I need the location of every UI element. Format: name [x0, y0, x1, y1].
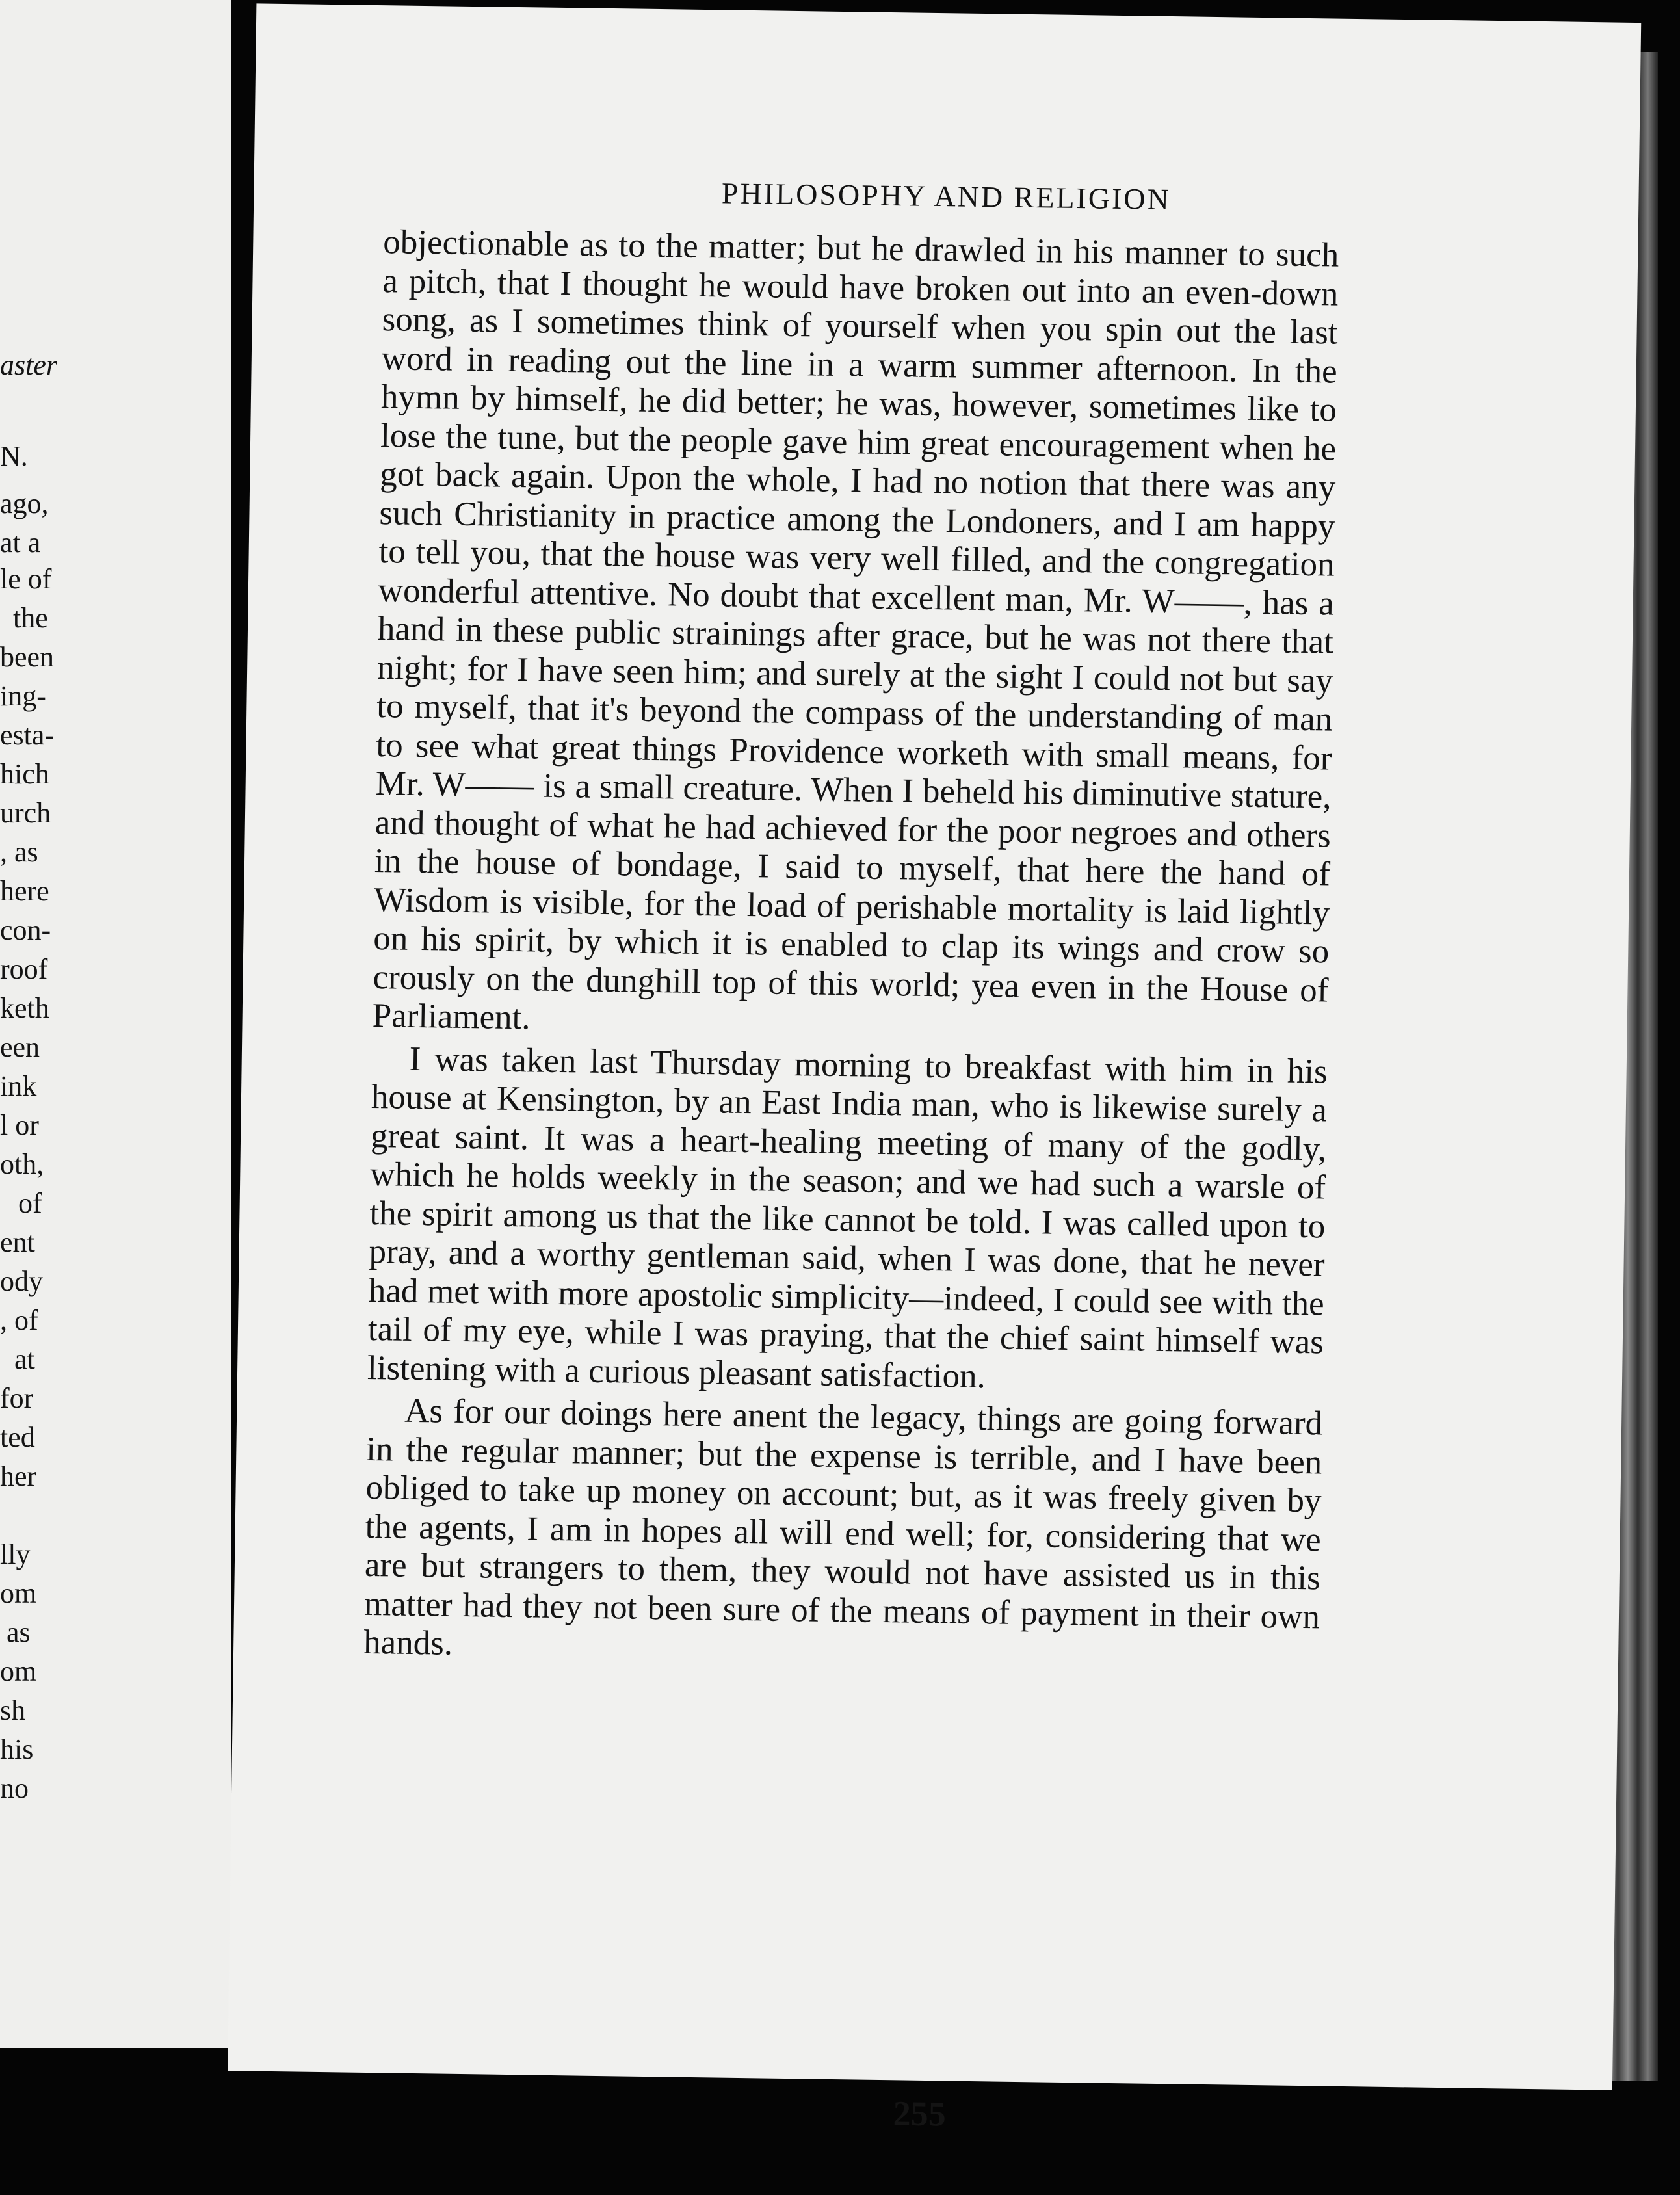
facing-page-text-fragment: as [7, 1616, 31, 1648]
facing-page-text-fragment: ent [0, 1226, 35, 1258]
facing-page-text-fragment: at a [0, 527, 41, 559]
facing-page-text-fragment: roof [0, 953, 48, 985]
facing-page-text-fragment: , as [0, 836, 38, 868]
facing-page-text-fragment: been [0, 641, 55, 673]
facing-page-text-fragment: at [14, 1343, 35, 1375]
facing-page-text-fragment: sh [0, 1694, 26, 1726]
paragraph: As for our doings here anent the legacy, things are going forward in the regular manner; but the expense is terrible, and I have been obliged to take up money on account; but, as it was freely given by the agents, I am in hopes all will end well; for, considering that we are but strangers to them, they would not have assisted us in this matter had they not been sure of the means of payment in their own hands. [363, 1391, 1323, 1663]
facing-page-text-fragment: ago, [0, 488, 49, 519]
facing-page-text-fragment: keth [0, 992, 49, 1024]
facing-page-text-fragment: of [18, 1187, 42, 1219]
facing-page-fragment [0, 0, 231, 2048]
facing-page-text-fragment: for [0, 1382, 34, 1414]
facing-page-text-fragment: the [13, 602, 48, 634]
page-number: 255 [893, 2094, 947, 2134]
facing-page-text-fragment: lly [0, 1538, 31, 1570]
book-page [228, 3, 1641, 2134]
running-head: PHILOSOPHY AND RELIGION [721, 176, 1172, 217]
facing-page-text-fragment: aster [0, 349, 57, 381]
facing-page-text-fragment: een [0, 1031, 40, 1063]
facing-page-text-fragment: oth, [0, 1148, 44, 1180]
facing-page-text-fragment: N. [0, 440, 28, 472]
facing-page-text-fragment: ody [0, 1265, 43, 1297]
facing-page-text-fragment: le of [0, 563, 52, 595]
facing-page-text-fragment: ing- [0, 680, 46, 712]
facing-page-text-fragment: om [0, 1577, 37, 1609]
paragraph: objectionable as to the matter; but he drawled in his manner to such a pitch, that I thought he would have broken out into an even-down song, as I sometimes think of yourself when you spin out the last word in reading out the line in a warm summer afternoon. In the hymn by himself, he did better; he was, however, sometimes like to lose the tune, but the people gave him great encouragement when he got back again. Upon the whole, I had no notion that there was any such Christianity in practice among the Londoners, and I am happy to tell you, that the house was very well filled, and the congregation wonderful attentive. No doubt that excellent man, Mr. W——, has a hand in these public strainings after grace, but he was not there that night; for I have seen him; and surely at the sight I could not but say to myself, that it's beyond the compass of the understanding of man to see what great things Providence worketh with small means, for Mr. W—— is a small creature. When I beheld his diminutive stature, and thought of what he had achieved for the poor negroes and others in the house of bondage, I said to myself, that here the hand of Wisdom is visible, for the load of perishable mortality is laid lightly on his spirit, by which it is enabled to clap its wings and crow so crously on the dunghill top of this world; yea even in the House of Parliament. [372, 223, 1339, 1037]
facing-page-text-fragment: here [0, 875, 49, 907]
paragraph: I was taken last Thursday morning to breakfast with him in his house at Kensington, by an East India man, who is likewise surely a great saint. It was a heart-healing meeting of many of the godly, which he holds weekly in the season; and we had such a warsle of the spirit among us that the like cannot be told. I was called upon to pray, and a worthy gentleman said, when I was done, that he never had met with more apostolic simplicity—indeed, I could see with the tail of my eye, while I was praying, that the chief saint himself was listening with a curious pleasant satisfaction. [367, 1040, 1328, 1395]
facing-page-text-fragment: l or [0, 1109, 39, 1141]
facing-page-text-fragment: hich [0, 758, 49, 790]
facing-page-text-fragment: ink [0, 1070, 37, 1102]
facing-page-text-fragment: no [0, 1772, 29, 1804]
facing-page-text-fragment: his [0, 1733, 34, 1765]
facing-page-text-fragment: urch [0, 797, 51, 829]
facing-page-text-fragment: her [0, 1460, 37, 1492]
body-text [363, 223, 1339, 1679]
facing-page-text-fragment: , of [0, 1304, 38, 1336]
facing-page-text-fragment: con- [0, 914, 51, 946]
facing-page-text-fragment: esta- [0, 719, 55, 751]
facing-page-text-fragment: ted [0, 1421, 35, 1453]
facing-page-text-fragment: om [0, 1655, 37, 1687]
